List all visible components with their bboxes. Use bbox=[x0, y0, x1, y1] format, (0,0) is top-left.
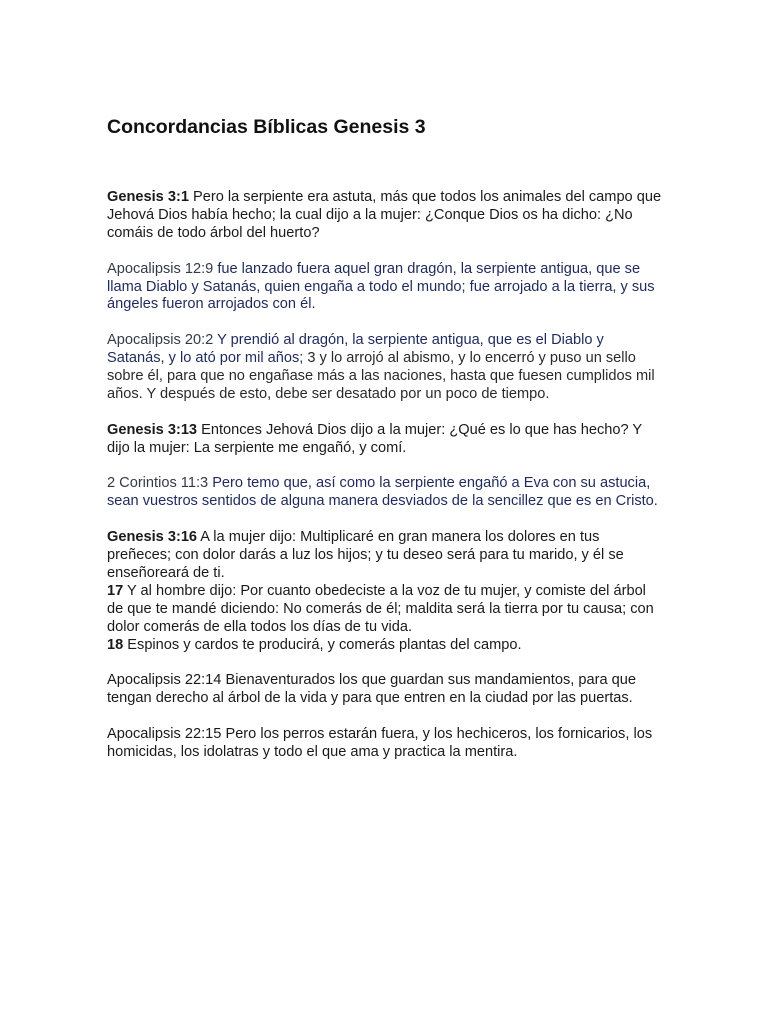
cross-reference-apocalipsis-22-15 bbox=[107, 726, 663, 762]
verse-reference: Genesis 3:1 bbox=[107, 189, 189, 205]
verse-number: 18 bbox=[107, 636, 124, 653]
verse-reference: Genesis 3:16 bbox=[107, 529, 198, 546]
cross-reference-citation: Apocalipsis 22:14 bbox=[107, 672, 222, 689]
cross-reference-text-continued: 3 y lo arrojó al abismo, y lo encerró y puso un sello sobre él, para que no engañase más a las naciones, hasta que fuesen cumplidos mil años. Y después de esto, debe ser desatado por un poco de tiempo. bbox=[107, 350, 655, 402]
cross-reference-apocalipsis-12-9 bbox=[107, 261, 663, 315]
cross-reference-citation: Apocalipsis 20:2 bbox=[107, 332, 214, 349]
verse-genesis-3-13 bbox=[107, 422, 663, 458]
cross-reference-text: Pero temo que, así como la serpiente engañó a Eva con su astucia, sean vuestros sentidos de alguna manera desviados de la sencillez que es en Cristo. bbox=[107, 475, 658, 510]
verse-genesis-3-18 bbox=[107, 637, 663, 655]
cross-reference-citation: 2 Corintios 11:3 bbox=[107, 475, 209, 492]
verse-text: A la mujer dijo: Multiplicaré en gran manera los dolores en tus preñeces; con dolor darás a luz los hijos; y tu deseo será para tu marido, y él se enseñoreará de ti. bbox=[107, 529, 624, 581]
document-page bbox=[107, 115, 663, 780]
verse-genesis-3-1 bbox=[107, 189, 663, 243]
verse-text: Pero la serpiente era astuta, más que todos los animales del campo que Jehová Dios había hecho; la cual dijo a la mujer: ¿Conque Dios os ha dicho: ¿No comáis de todo árbol del huerto? bbox=[107, 189, 662, 241]
cross-reference-text: Pero los perros estarán fuera, y los hechiceros, los fornicarios, los homicidas, los idolatras y todo el que ama y practica la mentira. bbox=[107, 726, 653, 760]
verse-reference: Genesis 3:13 bbox=[107, 421, 198, 438]
cross-reference-2-corintios-11-3 bbox=[107, 475, 663, 511]
verse-text: Y al hombre dijo: Por cuanto obedeciste a la voz de tu mujer, y comiste del árbol de que te mandé diciendo: No comerás de él; maldita será la tierra por tu causa; con dolor comerás de ella todos los días de tu vida. bbox=[107, 582, 654, 635]
verse-text: Espinos y cardos te producirá, y comerás plantas del campo. bbox=[123, 636, 522, 653]
verse-number: 17 bbox=[107, 582, 124, 599]
cross-reference-apocalipsis-22-14 bbox=[107, 672, 663, 708]
cross-reference-text: Bienaventurados los que guardan sus mandamientos, para que tengan derecho al árbol de la vida y para que entren en la ciudad por las puertas. bbox=[107, 672, 636, 707]
page-title: Concordancias Bíblicas Genesis 3 bbox=[107, 116, 426, 138]
verse-genesis-3-16 bbox=[107, 529, 663, 583]
verse-text: Entonces Jehová Dios dijo a la mujer: ¿Qué es lo que has hecho? Y dijo la mujer: La serpiente me engañó, y comí. bbox=[107, 421, 642, 456]
verse-genesis-3-17 bbox=[107, 583, 663, 637]
cross-reference-apocalipsis-20-2 bbox=[107, 332, 663, 404]
cross-reference-citation: Apocalipsis 22:15 bbox=[107, 726, 222, 743]
cross-reference-text: Y prendió al dragón, la serpiente antigua, que es el Diablo y Satanás, y lo ató por mil años; bbox=[107, 332, 604, 367]
document-body bbox=[107, 189, 663, 762]
cross-reference-citation: Apocalipsis 12:9 bbox=[107, 260, 214, 277]
cross-reference-text: fue lanzado fuera aquel gran dragón, la serpiente antigua, que se llama Diablo y Satanás, quien engaña a todo el mundo; fue arrojado a la tierra, y sus ángeles fueron arrojados con él. bbox=[107, 260, 655, 313]
